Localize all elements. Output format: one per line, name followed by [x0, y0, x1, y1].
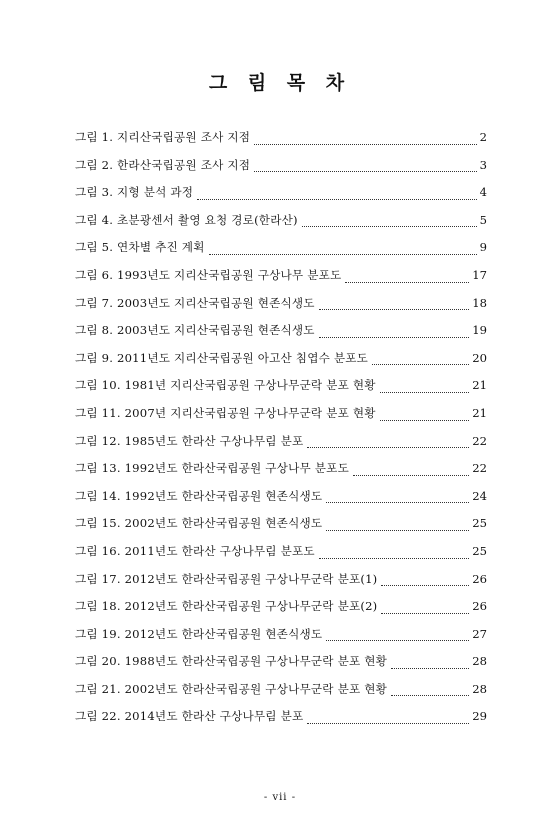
toc-entry-title: 그림 10. 1981년 지리산국립공원 구상나무군락 분포 현황 — [75, 378, 376, 393]
toc-entry-title: 그림 22. 2014년도 한라산 구상나무림 분포 — [75, 709, 304, 724]
dot-leader — [307, 447, 469, 448]
dot-leader — [345, 282, 469, 283]
toc-entry-title: 그림 11. 2007년 지리산국립공원 구상나무군락 분포 현황 — [75, 405, 376, 420]
toc-entry[interactable] — [75, 455, 487, 483]
toc-entry[interactable] — [75, 566, 487, 594]
toc-entry[interactable] — [75, 345, 487, 373]
toc-entry-title: 그림 4. 초분광센서 촬영 요청 경로(한라산) — [75, 212, 298, 227]
toc-entry[interactable] — [75, 234, 487, 262]
dot-leader — [326, 502, 469, 503]
toc-entry-title: 그림 5. 연차별 추진 계획 — [75, 240, 205, 255]
toc-entry-page: 21 — [472, 405, 487, 420]
toc-entry-page: 5 — [479, 212, 487, 227]
toc-entry-page: 20 — [472, 350, 487, 365]
dot-leader — [319, 558, 469, 559]
dot-leader — [302, 226, 477, 227]
toc-entry[interactable] — [75, 372, 487, 400]
toc-entry-page: 28 — [472, 681, 487, 696]
toc-entry-page: 25 — [472, 543, 487, 558]
dot-leader — [254, 144, 476, 145]
toc-entry[interactable] — [75, 538, 487, 566]
toc-entry[interactable] — [75, 400, 487, 428]
toc-entry-page: 17 — [472, 267, 487, 282]
toc-entry-title: 그림 14. 1992년도 한라산국립공원 현존식생도 — [75, 488, 323, 503]
dot-leader — [307, 723, 469, 724]
toc-entry-page: 25 — [472, 516, 487, 531]
toc-entry[interactable] — [75, 290, 487, 318]
toc-entry-page: 24 — [472, 488, 487, 503]
dot-leader — [381, 585, 469, 586]
toc-entry[interactable] — [75, 262, 487, 290]
toc-entry-title: 그림 2. 한라산국립공원 조사 지점 — [75, 157, 251, 172]
toc-entry-title: 그림 20. 1988년도 한라산국립공원 구상나무군락 분포 현황 — [75, 654, 388, 669]
toc-entry-title: 그림 17. 2012년도 한라산국립공원 구상나무군락 분포(1) — [75, 571, 378, 586]
toc-entry-page: 9 — [479, 240, 487, 255]
toc-entry-page: 29 — [472, 709, 487, 724]
dot-leader — [391, 695, 469, 696]
toc-entry-page: 18 — [472, 295, 487, 310]
dot-leader — [326, 530, 469, 531]
toc-entry-page: 19 — [472, 323, 487, 338]
toc-entry-title: 그림 1. 지리산국립공원 조사 지점 — [75, 130, 251, 144]
toc-entry-title: 그림 12. 1985년도 한라산 구상나무림 분포 — [75, 433, 304, 448]
toc-entry-page: 2 — [479, 130, 487, 144]
toc-entry-page: 26 — [472, 571, 487, 586]
dot-leader — [319, 337, 470, 338]
dot-leader — [380, 392, 470, 393]
dot-leader — [372, 364, 469, 365]
toc-entry-page: 4 — [479, 185, 487, 200]
dot-leader — [353, 475, 469, 476]
toc-entry-title: 그림 8. 2003년도 지리산국립공원 현존식생도 — [75, 323, 315, 338]
toc-entry[interactable] — [75, 483, 487, 511]
toc-entry-title: 그림 7. 2003년도 지리산국립공원 현존식생도 — [75, 295, 315, 310]
dot-leader — [209, 254, 477, 255]
toc-entry[interactable] — [75, 648, 487, 676]
toc-entry-title: 그림 21. 2002년도 한라산국립공원 구상나무군락 분포 현황 — [75, 681, 388, 696]
toc-entry[interactable] — [75, 152, 487, 180]
dot-leader — [319, 309, 470, 310]
toc-entry-page: 22 — [472, 433, 487, 448]
dot-leader — [197, 199, 476, 200]
toc-entry-title: 그림 15. 2002년도 한라산국립공원 현존식생도 — [75, 516, 323, 531]
toc-entry-page: 3 — [479, 157, 487, 172]
figure-list — [75, 124, 487, 731]
dot-leader — [326, 640, 469, 641]
toc-entry[interactable] — [75, 510, 487, 538]
toc-entry[interactable] — [75, 428, 487, 456]
dot-leader — [391, 668, 469, 669]
toc-entry[interactable] — [75, 179, 487, 207]
toc-entry[interactable] — [75, 703, 487, 731]
dot-leader — [254, 171, 476, 172]
toc-entry-title: 그림 6. 1993년도 지리산국립공원 구상나무 분포도 — [75, 267, 342, 282]
toc-entry[interactable] — [75, 124, 487, 152]
toc-entry-title: 그림 9. 2011년도 지리산국립공원 아고산 침엽수 분포도 — [75, 350, 369, 365]
toc-entry-page: 28 — [472, 654, 487, 669]
toc-entry[interactable] — [75, 317, 487, 345]
toc-entry-title: 그림 19. 2012년도 한라산국립공원 현존식생도 — [75, 626, 323, 641]
toc-entry[interactable] — [75, 621, 487, 649]
toc-entry-page: 27 — [472, 626, 487, 641]
toc-entry[interactable] — [75, 207, 487, 235]
toc-entry-title: 그림 13. 1992년도 한라산국립공원 구상나무 분포도 — [75, 461, 349, 476]
dot-leader — [381, 613, 469, 614]
page-number: - vii - — [263, 792, 297, 803]
toc-entry-title: 그림 18. 2012년도 한라산국립공원 구상나무군락 분포(2) — [75, 599, 378, 614]
toc-entry-page: 21 — [472, 378, 487, 393]
toc-entry-title: 그림 3. 지형 분석 과정 — [75, 185, 194, 200]
toc-entry[interactable] — [75, 676, 487, 704]
page-title: 그 림 목 차 — [208, 72, 352, 94]
toc-entry[interactable] — [75, 593, 487, 621]
dot-leader — [380, 420, 470, 421]
toc-entry-title: 그림 16. 2011년도 한라산 구상나무림 분포도 — [75, 543, 315, 558]
toc-entry-page: 26 — [472, 599, 487, 614]
toc-entry-page: 22 — [472, 461, 487, 476]
